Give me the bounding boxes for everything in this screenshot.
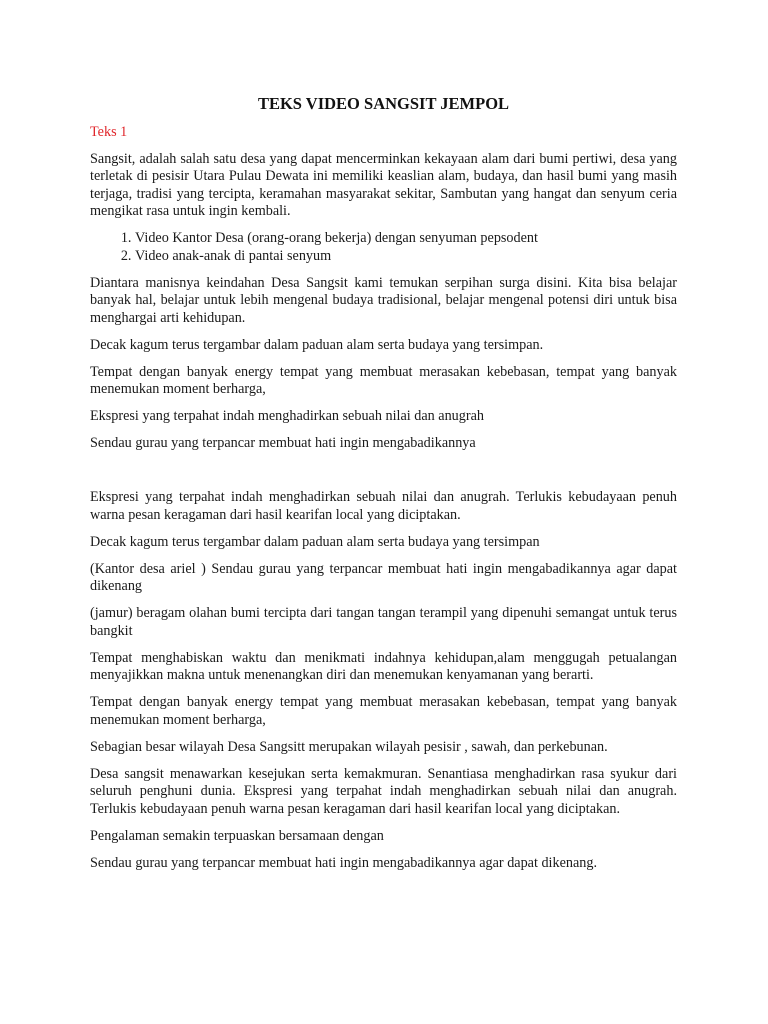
paragraph: Sendau gurau yang terpancar membuat hati ingin mengabadikannya: [90, 435, 476, 451]
intro-paragraph: Sangsit, adalah salah satu desa yang dapat mencerminkan kekayaan alam dari bumi pertiwi, desa yang terletak di pesisir Utara Pulau Dewata ini memiliki keaslian alam, budaya, dan hasil bumi yang masih terjaga, tradisi yang tercipta, keramahan masyarakat sekitar, Sambutan yang hangat dan senyum ceria mengikat rasa untuk ingin kembali.: [90, 150, 677, 219]
video-list: [90, 230, 677, 265]
paragraph: (jamur) beragam olahan bumi tercipta dari tangan tangan terampil yang dipenuhi semangat untuk terus bangkit: [90, 605, 677, 639]
list-item: 2. Video anak-anak di pantai senyum: [135, 248, 677, 266]
paragraph: Tempat dengan banyak energy tempat yang membuat merasakan kebebasan, tempat yang banyak menemukan moment berharga,: [90, 694, 677, 728]
paragraph: Ekspresi yang terpahat indah menghadirkan sebuah nilai dan anugrah: [90, 408, 484, 424]
section-heading: Teks 1: [90, 124, 128, 140]
paragraph: Tempat dengan banyak energy tempat yang membuat merasakan kebebasan, tempat yang banyak menemukan moment berharga,: [90, 363, 677, 397]
paragraph: Diantara manisnya keindahan Desa Sangsit kami temukan serpihan surga disini. Kita bisa belajar banyak hal, belajar untuk lebih mengenal budaya tradisional, belajar mengenal potensi diri untuk bisa menghargai arti kehidupan.: [90, 274, 677, 326]
paragraph: Tempat menghabiskan waktu dan menikmati indahnya kehidupan,alam menggugah petualangan menyajikkan makna untuk menenangkan diri dan menemukan kenyamanan yang berarti.: [90, 649, 677, 683]
paragraph: Sendau gurau yang terpancar membuat hati ingin mengabadikannya agar dapat dikenang.: [90, 854, 598, 871]
paragraph: Pengalaman semakin terpuaskan bersamaan dengan: [90, 827, 384, 844]
document-page: [90, 94, 677, 882]
paragraph: (Kantor desa ariel ) Sendau gurau yang terpancar membuat hati ingin mengabadikannya agar dapat dikenang: [90, 560, 677, 594]
paragraph: Desa sangsit menawarkan kesejukan serta kemakmuran. Senantiasa menghadirkan rasa syukur dari seluruh penghuni dunia. Ekspresi yang terpahat indah menghadirkan sebuah nilai dan anugrah. Terlukis kebudayaan penuh warna pesan keragaman dari hasil kearifan local yang diciptakan.: [90, 765, 677, 817]
paragraph: Decak kagum terus tergambar dalam paduan alam serta budaya yang tersimpan: [90, 533, 540, 550]
paragraph: Decak kagum terus tergambar dalam paduan alam serta budaya yang tersimpan.: [90, 336, 544, 353]
document-title: TEKS VIDEO SANGSIT JEMPOL: [257, 94, 510, 113]
list-item: 1. Video Kantor Desa (orang-orang bekerja) dengan senyuman pepsodent: [135, 230, 677, 248]
paragraph: Sebagian besar wilayah Desa Sangsitt merupakan wilayah pesisir , sawah, dan perkebunan.: [90, 738, 608, 755]
paragraph: Ekspresi yang terpahat indah menghadirkan sebuah nilai dan anugrah. Terlukis kebudayaan penuh warna pesan keragaman dari hasil kearifan local yang diciptakan.: [90, 489, 677, 523]
blank-line: [90, 462, 677, 489]
